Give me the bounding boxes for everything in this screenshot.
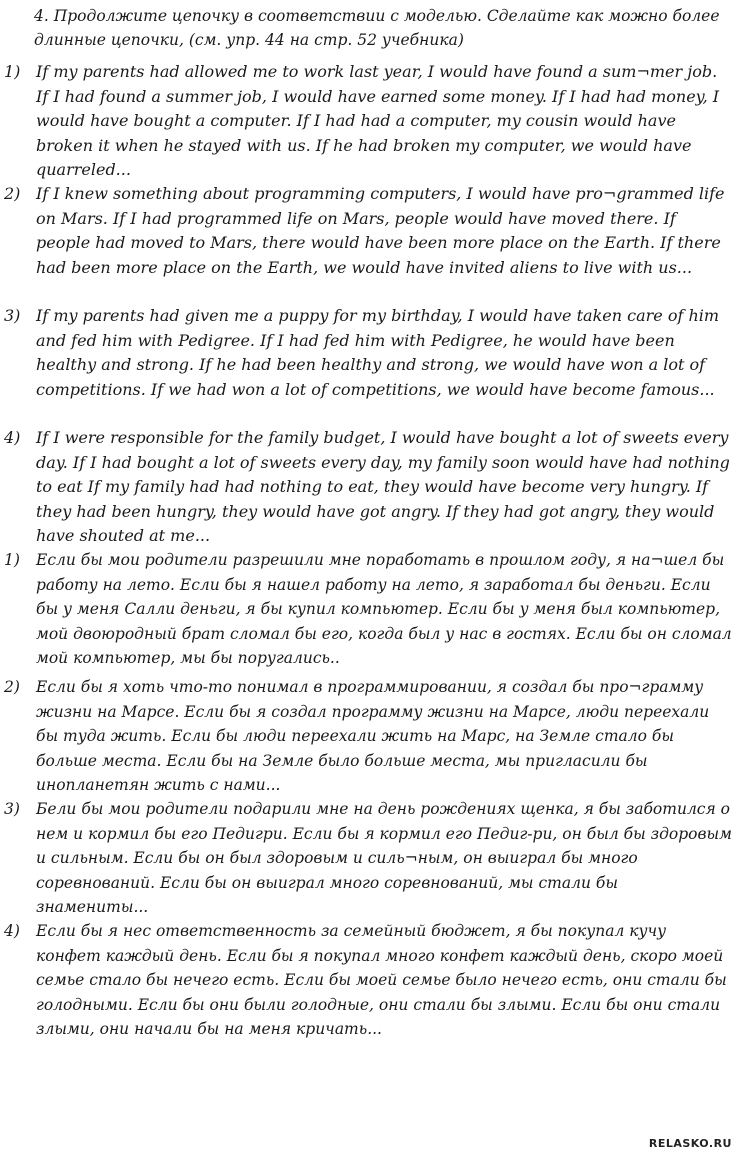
task-number: 4.	[34, 7, 49, 25]
russian-item-2	[4, 675, 732, 798]
english-item-1-number: 1)	[4, 62, 21, 81]
task-header	[6, 4, 726, 52]
english-item-1-text: If my parents had allowed me to work last year, I would have found a sum¬mer job. If I had found a summer job, I would have earned some money. If I had had money, I would have bought a computer. If I had had a computer, my cousin would have broken it when he stayed with us. If he had broken my computer, we would have quarreled...	[36, 62, 720, 179]
russian-item-2-number: 2)	[4, 678, 20, 696]
english-item-2-text: If I knew something about programming computers, I would have pro¬grammed life on Mars. If I had programmed life on Mars, people would have moved there. If people had moved to Mars, there would have been more place on the Earth. If there had been more place on the Earth, we would have invited aliens to live with us...	[36, 184, 725, 277]
english-item-1	[4, 60, 732, 183]
russian-item-3	[4, 797, 732, 920]
russian-item-3-number: 3)	[4, 800, 20, 818]
english-item-4-number: 4)	[4, 428, 21, 447]
english-item-2-number: 2)	[4, 184, 21, 203]
russian-item-3-text: Бели бы мои родители подарили мне на день рождениях щенка, я бы заботился о нем и кормил бы его Педигри. Если бы я кормил его Педиг-ри, он был бы здоровым и сильным. Если бы он был здоровым и силь¬ным, он выиграл бы много соревнований. Если бы он выиграл много соревнований, мы стали бы знамениты...	[36, 800, 733, 917]
site-watermark: RELASKO.RU	[648, 1137, 732, 1150]
english-item-4-text: If I were responsible for the family budget, I would have bought a lot of sweets every day. If I had bought a lot of sweets every day, my family soon would have had nothing to eat If my family had had nothing to eat, they would have become very hungry. If they had been hungry, they would have got angry. If they had got angry, they would have shouted at me...	[36, 428, 730, 545]
english-item-4	[4, 426, 732, 549]
russian-item-4	[4, 919, 732, 1042]
english-item-3-number: 3)	[4, 306, 21, 325]
english-item-2	[4, 182, 732, 280]
russian-item-1-text: Если бы мои родители разрешили мне поработать в прошлом году, я на¬шел бы работу на лето. Если бы я нашел работу на лето, я заработал бы деньги. Если бы у меня Салли деньги, я бы купил компьютер. Если бы у меня был компьютер, мой двоюродный брат сломал бы его, когда был у нас в гостях. Если бы он сломал мой компьютер, мы бы поругались..	[36, 551, 732, 668]
russian-item-4-text: Если бы я нес ответственность за семейный бюджет, я бы покупал кучу конфет каждый день. Если бы я покупал много конфет каждый день, скоро моей семье стало бы нечего есть. Если бы моей семье было нечего есть, они стали бы голодными. Если бы они были голодные, они стали бы злыми. Если бы они стали злыми, они начали бы на меня кричать...	[36, 922, 727, 1039]
russian-item-2-text: Если бы я хоть что-то понимал в программировании, я создал бы про¬грамму жизни на Марсе. Если бы я создал программу жизни на Марсе, люди переехали бы туда жить. Если бы люди переехали жить на Марс, на Земле стало бы больше места. Если бы на Земле было больше места, мы пригласили бы инопланетян жить с нами...	[36, 678, 710, 795]
russian-item-1	[4, 548, 732, 671]
english-item-3-text: If my parents had given me a puppy for my birthday, I would have taken care of him and fed him with Pedigree. If I had fed him with Pedigree, he would have been healthy and strong. If he had been healthy and strong, we would have won a lot of competitions. If we had won a lot of competitions, we would have become famous...	[36, 306, 720, 399]
task-header-line	[6, 4, 726, 52]
russian-item-1-number: 1)	[4, 551, 20, 569]
task-instruction: Продолжите цепочку в соответствии с моделью. Сделайте как можно более длинные цепочки, (см. упр. 44 на стр. 52 учебника)	[34, 7, 720, 49]
english-item-3	[4, 304, 732, 402]
russian-item-4-number: 4)	[4, 922, 20, 940]
